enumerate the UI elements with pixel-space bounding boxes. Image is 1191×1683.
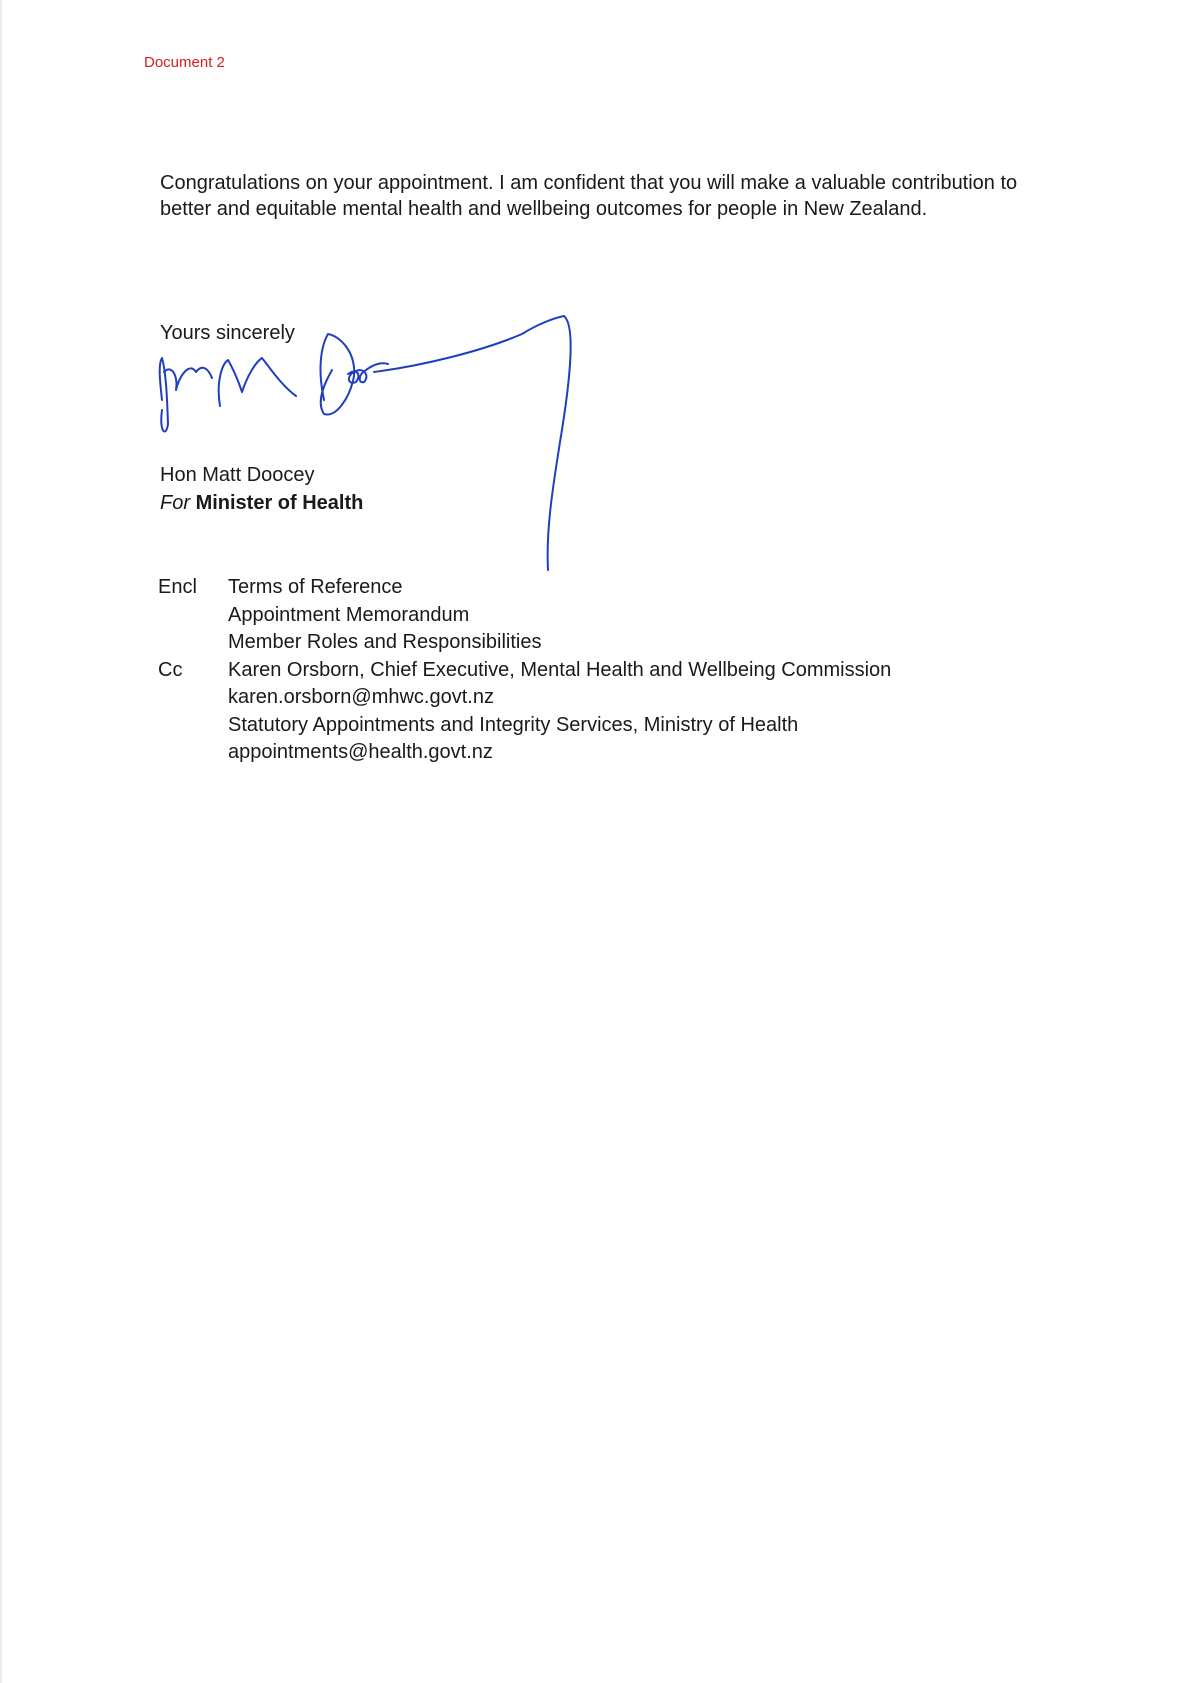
role-title: Minister of Health bbox=[195, 492, 364, 514]
document-label: Document 2 bbox=[144, 54, 225, 71]
enclosures-block bbox=[158, 574, 891, 767]
cc-item: Statutory Appointments and Integrity Services, Ministry of Health bbox=[228, 713, 799, 736]
encl-item: Appointment Memorandum bbox=[228, 603, 470, 626]
encl-label: Encl bbox=[158, 576, 197, 598]
cc-email-link[interactable]: karen.orsborn@mhwc.govt.nz bbox=[228, 686, 494, 708]
closing-line: Yours sincerely bbox=[160, 322, 295, 344]
signatory-name: Hon Matt Doocey bbox=[160, 464, 315, 486]
cc-item: Karen Orsborn, Chief Executive, Mental Health and Wellbeing Commission bbox=[228, 658, 892, 681]
cc-email-link[interactable]: appointments@health.govt.nz bbox=[228, 741, 493, 763]
encl-item: Member Roles and Responsibilities bbox=[228, 631, 542, 653]
page-edge bbox=[0, 0, 2, 1683]
role-prefix: For bbox=[160, 492, 190, 514]
letter-paragraph: Congratulations on your appointment. I am confident that you will make a valuable contribution to better and equitable mental health and wellbeing outcomes for people in New Zealand. bbox=[160, 172, 1018, 220]
encl-item: Terms of Reference bbox=[228, 576, 403, 598]
cc-label: Cc bbox=[158, 658, 183, 681]
cc-items bbox=[228, 657, 891, 767]
cc-row bbox=[158, 657, 891, 767]
encl-items bbox=[228, 574, 541, 657]
encl-row bbox=[158, 574, 891, 657]
handwritten-signature bbox=[150, 312, 630, 612]
signatory-role bbox=[160, 492, 363, 515]
